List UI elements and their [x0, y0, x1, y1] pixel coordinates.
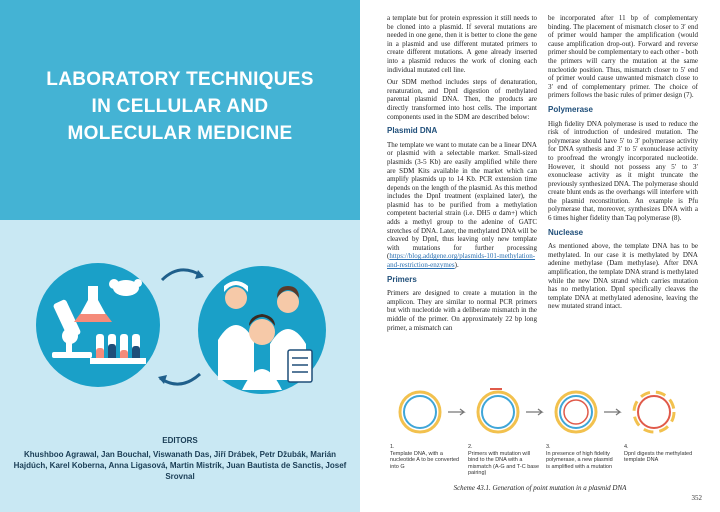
heading-primers: Primers	[387, 274, 417, 284]
plasmid-step-4	[634, 392, 674, 432]
addgene-link[interactable]: https://blog.addgene.org/plasmids-101-methylation-and-restriction-enzymes	[387, 252, 536, 270]
paragraph: Our SDM method includes steps of denaturation, renaturation, and DpnI digestion of methylated parental plasmid DNA. Then, the products are directly transformed into host cells. The important components used in the SDM are described below:	[387, 78, 537, 121]
paragraph: As mentioned above, the template DNA has to be methylated. In our case it is methylated by DNA adenine methylase (Dam methylase). After DNA amplification, the template DNA strand is methylated while the new DNA strand which carries mutation has no methylation. DpnI specifically cleaves the template DNA at methylated adenosine, leaving the new mutated strand intact.	[548, 242, 698, 311]
cover-title	[10, 66, 350, 147]
scheme-diagram	[390, 384, 700, 444]
step-text: DpnI digests the methylated template DNA	[624, 450, 693, 463]
plasmid-text-end: ).	[454, 261, 459, 270]
paragraph: be incorporated after 11 bp of complementary binding. The placement of mismatch closer to 3′ end of primer would hamper the amplification (would cause amplification drop-out). Forward and reverse primer should be complementary to each other - both the primers will carry the mutation at the same nucleotide position. Thus, mismatch closer to 5′ end of primer would cause unwanted mismatch close to 3′ end of complementary primer. The choice of primers follows the basic rules of primer design (7).	[548, 14, 698, 100]
scheme-step-4	[624, 444, 696, 464]
page-number: 352	[691, 494, 702, 502]
exchange-arrows-icon	[158, 270, 204, 384]
paragraph	[387, 141, 537, 270]
plasmid-step-2	[478, 389, 518, 432]
step-number: 3.	[546, 444, 551, 450]
plasmid-step-3	[556, 392, 596, 432]
step-text: Primers with mutation will bind to the DNA with a mismatch (A-G and T-C base pairing)	[468, 450, 540, 476]
step-number: 2.	[468, 444, 473, 450]
arrow-icon	[526, 409, 542, 415]
cover-illustration	[30, 240, 330, 420]
editors-label: EDITORS	[162, 436, 198, 445]
arrow-icon	[448, 409, 464, 415]
paragraph: High fidelity DNA polymerase is used to reduce the risk of introduction of undesired mutation. The polymerase should have 5′ to 3′ polymerase activity for DNA synthesis and 3′ to 5′ exonuclease activity to proofread the wrongly incorporated nucleotide. However, it should not possess any 5′ to 3′ exonuclease activity as it might truncate the previously synthesized DNA. The polymerase should create blunt ends as the overhangs will interfere with the plasmid reconstitution. An example is Pfu polymerase that, moreover, synthesizes DNA with a 6 times higher fidelity than Taq polymerase (8).	[548, 119, 698, 223]
cover-title-line-1: LABORATORY TECHNIQUES	[46, 69, 314, 90]
scheme-step-2	[468, 444, 540, 477]
heading-plasmid-dna: Plasmid DNA	[387, 126, 438, 136]
step-text: Template DNA, with a nucleotide A to be converted into G	[390, 450, 460, 470]
step-number: 1.	[390, 444, 395, 450]
scheme-caption: Scheme 43.1. Generation of point mutation in a plasmid DNA	[453, 484, 627, 492]
scheme-figure	[390, 384, 700, 494]
text-column-right	[548, 14, 698, 315]
scheme-step-1	[390, 444, 462, 470]
paragraph: a template but for protein expression it still needs to be cloned into a plasmid. If several mutations are needed in one gene, then it is better to clone the gene in a plasmid and use different mutated primers to create different mutations. A gene already inserted into a plasmid reduces the work of cloning each individual mutated cell line.	[387, 14, 537, 74]
plasmid-step-1	[400, 392, 440, 432]
text-column-left	[387, 14, 537, 336]
step-text: In presence of high fidelity polymerase, a new plasmid is amplified with a mutation	[546, 450, 613, 470]
heading-polymerase: Polymerase	[548, 104, 593, 114]
plasmid-text: The template we want to mutate can be a linear DNA or plasmid with a selectable marker. Small-sized plasmids (3-5 Kb) are easily amplified while there are SDM Kits available in the market which can amplify plasmids up to 14 Kb. PCR extension time depends on the length of the plasmid. As this method includes the DpnI treatment (explained later), the plasmid has to be purified from a methylation competent bacterial strain (i.e. DH5 α dam+) which adds a methyl group to the adenine of GATC stretches of DNA. Later, the methylated DNA will be cleaved by DpnI, thus leaving only new template with mutations for further processing (	[387, 140, 537, 261]
step-number: 4.	[624, 444, 629, 450]
cover-title-line-2: IN CELLULAR AND	[91, 96, 269, 117]
paragraph: Primers are designed to create a mutation in the amplicon. They are similar to normal PCR primers but with nucleotide with a deliberate mismatch in the middle of the primer. On approximately 22 bp long primer, a mismatch can	[387, 289, 537, 332]
scheme-step-3	[546, 444, 618, 470]
arrow-icon	[604, 409, 620, 415]
book-page	[360, 0, 720, 512]
heading-nuclease: Nuclease	[548, 227, 584, 237]
editors-names: Khushboo Agrawal, Jan Bouchal, Viswanath Das, Jiří Drábek, Petr Džubák, Marián Hajdúch, Karel Koberna, Anna Ligasová, Martin Mistrík, Juan Bautista de Sanctis, Josef Srovnal	[13, 450, 347, 481]
cover-title-line-3: MOLECULAR MEDICINE	[67, 123, 293, 144]
